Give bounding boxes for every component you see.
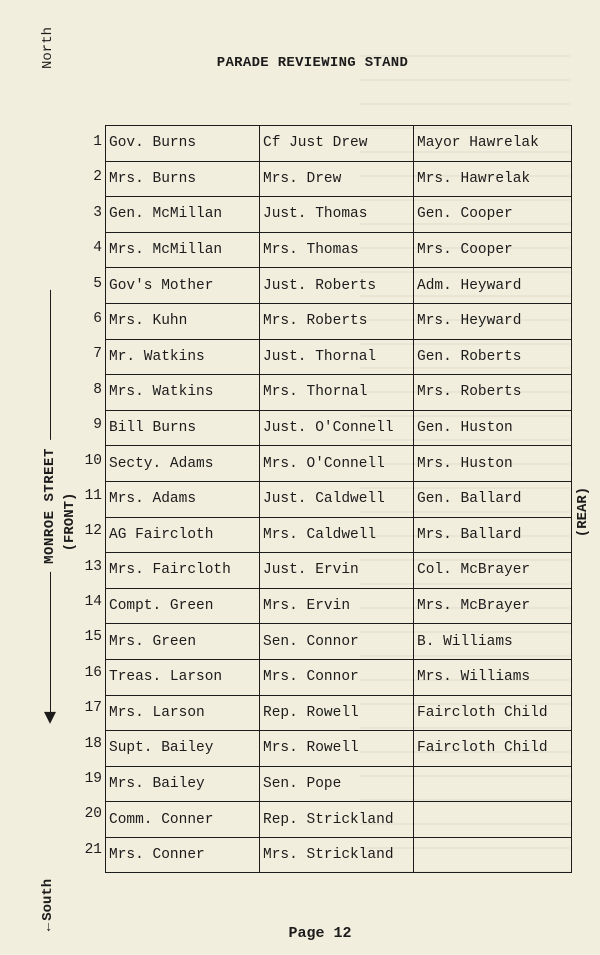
seat-cell: Rep. Rowell	[260, 695, 414, 731]
table-row	[106, 481, 572, 517]
seat-cell: Just. Thornal	[260, 339, 414, 375]
table-row	[106, 446, 572, 482]
row-number: 10	[84, 452, 102, 469]
seat-cell: Mrs. Conner	[106, 837, 260, 873]
seat-cell: Gen. Ballard	[414, 481, 572, 517]
north-label: North	[40, 26, 56, 70]
page-title: PARADE REVIEWING STAND	[216, 55, 409, 71]
table-row	[106, 553, 572, 589]
table-row	[106, 837, 572, 873]
row-number: 2	[93, 169, 102, 186]
row-number: 19	[84, 771, 102, 788]
arrow-south-icon	[50, 572, 51, 722]
table-row	[106, 232, 572, 268]
table-row	[106, 197, 572, 233]
seat-cell: Sen. Pope	[260, 766, 414, 802]
seat-cell: AG Faircloth	[106, 517, 260, 553]
seat-cell: Mrs. Thornal	[260, 375, 414, 411]
seat-cell: Gov's Mother	[106, 268, 260, 304]
seat-cell: Mrs. Green	[106, 624, 260, 660]
row-number: 8	[93, 381, 102, 398]
seat-cell: Faircloth Child	[414, 731, 572, 767]
seat-cell: Mayor Hawrelak	[414, 126, 572, 162]
seat-cell: Mrs. Heyward	[414, 303, 572, 339]
seat-cell: Mrs. Strickland	[260, 837, 414, 873]
seat-cell: Compt. Green	[106, 588, 260, 624]
row-number: 11	[84, 487, 102, 504]
monroe-street-indicator	[42, 290, 58, 722]
seat-cell: Mrs. Larson	[106, 695, 260, 731]
row-number: 13	[84, 558, 102, 575]
table-row	[106, 161, 572, 197]
row-numbers	[66, 125, 102, 868]
row-number: 16	[84, 664, 102, 681]
row-number: 4	[93, 240, 102, 257]
seat-cell: Gen. Roberts	[414, 339, 572, 375]
rear-label: (REAR)	[575, 486, 591, 538]
seat-cell: Comm. Conner	[106, 802, 260, 838]
seat-cell	[414, 802, 572, 838]
seat-cell: Adm. Heyward	[414, 268, 572, 304]
front-label: (FRONT)	[62, 492, 78, 552]
seat-cell: Mrs. Roberts	[414, 375, 572, 411]
seat-cell: Mrs. Williams	[414, 659, 572, 695]
row-number: 3	[93, 204, 102, 221]
seat-cell: Rep. Strickland	[260, 802, 414, 838]
seat-cell: Secty. Adams	[106, 446, 260, 482]
seat-cell: Col. McBrayer	[414, 553, 572, 589]
seat-cell: Faircloth Child	[414, 695, 572, 731]
seat-cell: B. Williams	[414, 624, 572, 660]
row-number: 6	[93, 310, 102, 327]
row-number: 1	[93, 134, 102, 150]
seat-cell: Gen. Cooper	[414, 197, 572, 233]
seating-table	[105, 125, 572, 873]
seat-cell: Mrs. Cooper	[414, 232, 572, 268]
seat-cell: Just. O'Connell	[260, 410, 414, 446]
seat-cell	[414, 766, 572, 802]
table-row	[106, 695, 572, 731]
table-row	[106, 339, 572, 375]
table-row	[106, 517, 572, 553]
south-label: South	[40, 878, 56, 921]
seat-cell: Mrs. Huston	[414, 446, 572, 482]
seat-cell: Gov. Burns	[106, 126, 260, 162]
seat-cell	[414, 837, 572, 873]
table-row	[106, 766, 572, 802]
seat-cell: Gen. Huston	[414, 410, 572, 446]
seat-cell: Bill Burns	[106, 410, 260, 446]
seat-cell: Mrs. Kuhn	[106, 303, 260, 339]
seat-cell: Mrs. Rowell	[260, 731, 414, 767]
seat-cell: Just. Ervin	[260, 553, 414, 589]
seat-cell: Mrs. O'Connell	[260, 446, 414, 482]
table-row	[106, 659, 572, 695]
table-row	[106, 268, 572, 304]
seat-cell: Treas. Larson	[106, 659, 260, 695]
seat-cell: Mrs. McMillan	[106, 232, 260, 268]
row-number: 9	[93, 417, 102, 434]
arrow-shaft	[50, 290, 51, 440]
seat-cell: Mrs. Adams	[106, 481, 260, 517]
table-row	[106, 375, 572, 411]
row-number: 5	[93, 275, 102, 292]
table-row	[106, 410, 572, 446]
arrow-south-icon: ←	[40, 922, 56, 932]
row-number: 14	[84, 594, 102, 611]
seat-cell: Mr. Watkins	[106, 339, 260, 375]
table-row	[106, 303, 572, 339]
seat-cell: Mrs. Connor	[260, 659, 414, 695]
row-number: 7	[93, 346, 102, 363]
table-row	[106, 624, 572, 660]
seat-cell: Mrs. McBrayer	[414, 588, 572, 624]
row-number: 17	[84, 700, 102, 717]
table-row	[106, 731, 572, 767]
row-number: 12	[84, 523, 102, 540]
seat-cell: Mrs. Faircloth	[106, 553, 260, 589]
seat-cell: Just. Thomas	[260, 197, 414, 233]
table-row	[106, 126, 572, 162]
row-number: 21	[84, 841, 102, 858]
table-row	[106, 588, 572, 624]
south-indicator	[40, 879, 56, 931]
table-row	[106, 802, 572, 838]
seat-cell: Mrs. Hawrelak	[414, 161, 572, 197]
seat-cell: Supt. Bailey	[106, 731, 260, 767]
seat-cell: Gen. McMillan	[106, 197, 260, 233]
seat-cell: Mrs. Thomas	[260, 232, 414, 268]
seat-cell: Mrs. Bailey	[106, 766, 260, 802]
row-number: 18	[84, 735, 102, 752]
seat-cell: Mrs. Roberts	[260, 303, 414, 339]
seat-cell: Mrs. Caldwell	[260, 517, 414, 553]
seat-cell: Just. Roberts	[260, 268, 414, 304]
seat-cell: Cf Just Drew	[260, 126, 414, 162]
row-number: 20	[84, 806, 102, 823]
seat-cell: Mrs. Burns	[106, 161, 260, 197]
seat-cell: Mrs. Ervin	[260, 588, 414, 624]
seat-cell: Mrs. Ballard	[414, 517, 572, 553]
seat-cell: Mrs. Drew	[260, 161, 414, 197]
seat-cell: Mrs. Watkins	[106, 375, 260, 411]
seat-cell: Just. Caldwell	[260, 481, 414, 517]
row-number: 15	[84, 629, 102, 646]
street-label: MONROE STREET	[42, 448, 58, 564]
page-number: Page 12	[288, 925, 352, 942]
seat-cell: Sen. Connor	[260, 624, 414, 660]
